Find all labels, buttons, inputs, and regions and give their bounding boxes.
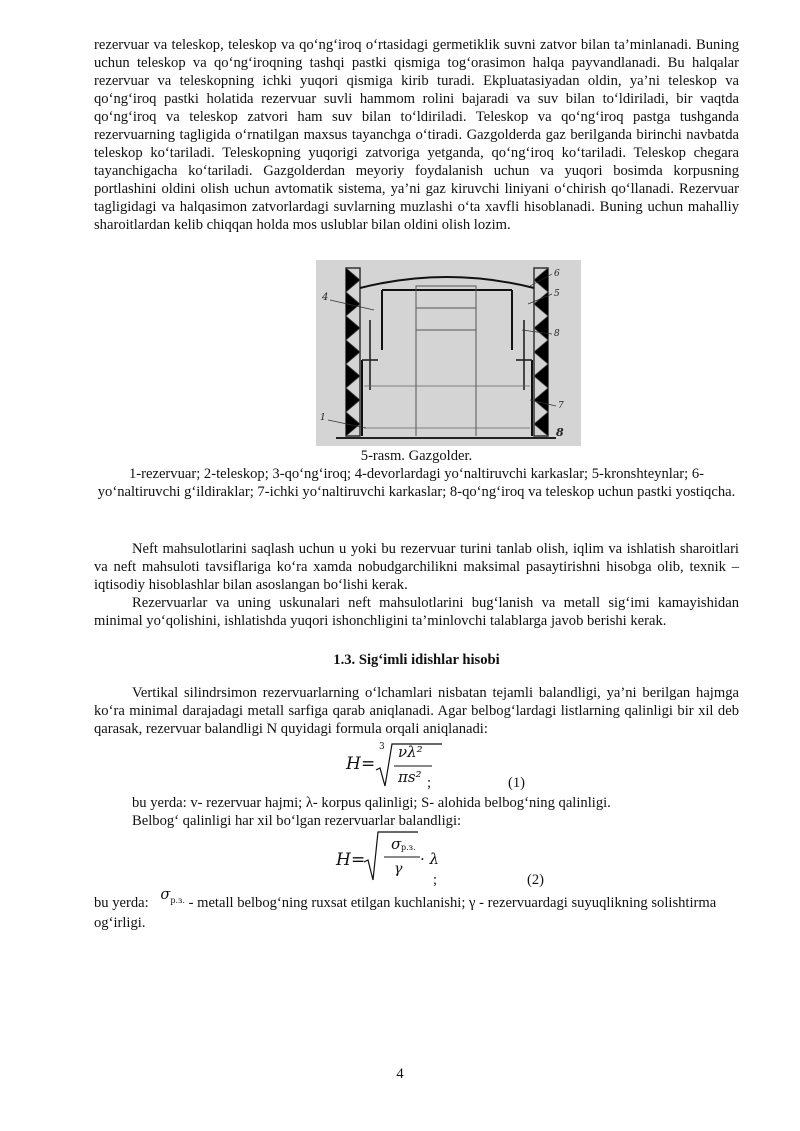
formula-1-separator: ; bbox=[427, 775, 432, 791]
section-heading: 1.3. Sig‘imli idishlar hisobi bbox=[333, 652, 500, 668]
formula-2-explanation bbox=[94, 886, 739, 932]
formula-2-explanation-prefix: bu yerda: bbox=[94, 895, 149, 911]
formula-1-number: (1) bbox=[508, 775, 526, 791]
formula-1-root-index: 3 bbox=[379, 742, 385, 752]
formula-1-explanation: bu yerda: v- rezervuar hajmi; λ- korpus qalinligi; S- alohida belbog‘ning qalinligi. bbox=[132, 795, 611, 811]
figure-caption-title: 5-rasm. Gazgolder. bbox=[360, 448, 473, 464]
formula-2 bbox=[336, 830, 456, 880]
figure-label: 5 bbox=[554, 289, 560, 299]
sigma-subscript: p.з. bbox=[170, 896, 185, 905]
figure-caption-legend: 1-rezervuar; 2-teleskop; 3-qo‘ng‘iroq; 4-devorlardagi yo‘naltiruvchi karkaslar; 5-kronshteynlar; 6-yo‘naltiruvchi g‘ildiraklar; 7-ichki yo‘naltiruvchi karkaslar; 8-qo‘ng‘iroq va teleskop uchun pastki yostiqcha. bbox=[97, 466, 736, 500]
formula-1-lhs: H bbox=[346, 754, 361, 774]
paragraph-intro-block bbox=[94, 36, 739, 234]
formula-2-separator: ; bbox=[433, 872, 438, 888]
formula-2-denominator: γ bbox=[394, 861, 403, 877]
formula-2-explanation-text: - metall belbog‘ning ruxsat etilgan kuchlanishi; γ - rezervuardagi suyuqlikning solishtirma og‘irligi. bbox=[94, 895, 717, 931]
paragraph-gasholder-description: rezervuar va teleskop, teleskop va qo‘ng‘iroq o‘rtasidagi germetiklik suvni zatvor bilan ta’minlanadi. Buning uchun teleskop va qo‘ng‘iroqning tashqi pastki qismiga tog‘orasimon halqa payvandlanadi. Bu halqalar rezervuar va teleskopning ichki yuqori qismiga kirib turadi. Ekpluatasiyadan oldin, ya’ni teleskop va qo‘ng‘iroq pastki holatida rezervuar suvli hammom rolini bajaradi va suv bilan to‘ldiriladi, bir vaqtda qo‘ng‘iroq va teleskop zatvori ham suv bilan to‘ldiriladi. Teleskop va qo‘ng‘iroq pastga tushganda rezervuarning tagligida o‘rnatilgan maxsus tayanchga o‘tiradi. Gazgolderda gaz berilganda birinchi navbatda teleskop ko‘tariladi. Teleskopning yuqorigi zatvoriga yetganda, qo‘ng‘iroq ko‘tariladi. Teleskop chegara tayanchigacha ko‘tariladi. Gazgolderdan meyoriy foydalanish uchun va yuqori bosimda korpusning portlashini oldini olish uchun avtomatik sistema, ya’ni gaz kiruvchi liniyani o‘chirish qo‘llanadi. Rezervuar tagligidagi va halqasimon zatvorlardagi suvlarning muzlashi o‘ta xavfli hisoblanadi. Buning uchun mahalliy sharoitlardan kelib chiqqan holda mos uslublar bilan oldini olish lozim. bbox=[94, 37, 739, 233]
figure-label: 6 bbox=[554, 269, 560, 279]
formula-2-numerator: σ bbox=[391, 835, 402, 853]
formula-2-number: (2) bbox=[527, 872, 545, 888]
formula-2-lhs: H bbox=[336, 850, 351, 870]
page-number: 4 bbox=[396, 1066, 404, 1082]
formula-1-numerator: νλ² bbox=[398, 743, 423, 761]
gasholder-figure bbox=[316, 260, 581, 446]
figure-label: 7 bbox=[558, 401, 564, 411]
figure-label: 1 bbox=[320, 413, 326, 423]
belt-height-text: Belbog‘ qalinligi har xil bo‘lgan rezervuarlar balandligi: bbox=[132, 813, 462, 829]
paragraph-block-2 bbox=[94, 540, 739, 630]
formula-1-denominator: πs² bbox=[398, 768, 422, 786]
figure-label: 8 bbox=[556, 426, 564, 439]
formula-1-equals: = bbox=[361, 754, 376, 774]
figure-label: 4 bbox=[322, 292, 329, 303]
figure-label: 8 bbox=[554, 329, 560, 339]
formula-2-numerator-subscript: p.з. bbox=[401, 843, 416, 852]
formula-2-factor: · λ bbox=[420, 850, 440, 868]
paragraph-block-3 bbox=[94, 684, 739, 738]
sigma-symbol: σ bbox=[160, 886, 171, 903]
paragraph-height-intro: Vertikal silindrsimon rezervuarlarning o‘lchamlari nisbatan tejamli balandligi, ya’ni berilgan hajmga ko‘ra minimal darajadagi metall sarfiga qarab aniqlanadi. Agar belbog‘lardagi listlarning qalinligi bir xil deb qarasak, rezervuar balandligi N quyidagi formula orqali aniqlanadi: bbox=[94, 685, 739, 737]
gasholder-drawing bbox=[316, 260, 581, 446]
paragraph-reservoir-requirements: Rezervuarlar va uning uskunalari neft mahsulotlarini bug‘lanish va metall sig‘imi kamayishidan minimal yo‘qolishini, ishlatishda yuqori ishonchligini ta’minlovchi talablarga javob berishi kerak. bbox=[94, 595, 739, 629]
paragraph-reservoir-selection: Neft mahsulotlarini saqlash uchun u yoki bu rezervuar turini tanlab olish, iqlim va ishlatish sharoitlari va neft mahsuloti tavsiflariga ko‘ra xamda nobudgarchilikni maksimal pasaytirishni hisobga olib, texnik – iqtisodiy hisoblashlar bilan asoslangan bo‘lishi kerak. bbox=[94, 541, 739, 593]
formula-1 bbox=[346, 740, 466, 790]
formula-2-equals: = bbox=[351, 850, 366, 870]
